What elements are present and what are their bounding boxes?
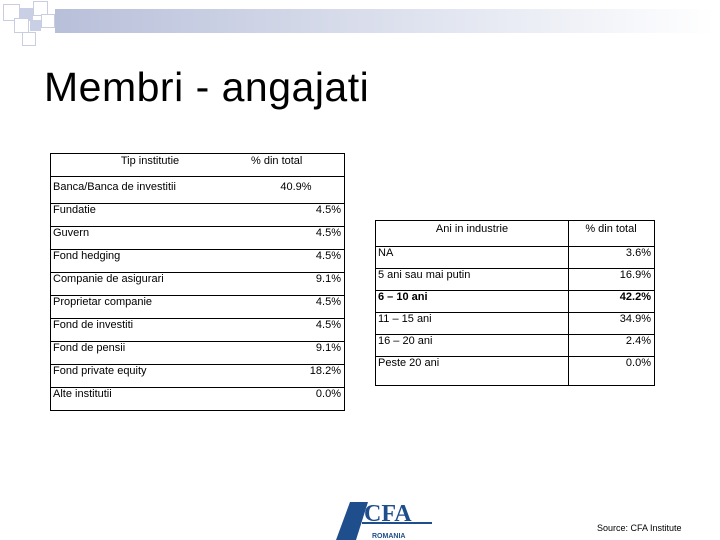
row-value: 4.5%: [249, 204, 345, 227]
row-label: Banca/Banca de investitii: [51, 177, 250, 204]
decor-square: [30, 20, 41, 31]
table-row: [51, 342, 345, 365]
row-label: Guvern: [51, 227, 250, 250]
row-value: 16.9%: [569, 269, 655, 291]
table-row: [51, 319, 345, 342]
row-label: 16 – 20 ani: [376, 335, 569, 357]
row-value: 4.5%: [249, 227, 345, 250]
row-value: 4.5%: [249, 319, 345, 342]
years-in-industry-table: [375, 220, 655, 386]
row-label: 11 – 15 ani: [376, 313, 569, 335]
table-row: [376, 357, 655, 386]
source-note: Source: CFA Institute: [597, 523, 682, 533]
table-row: [51, 227, 345, 250]
decor-square: [14, 18, 29, 33]
table-header-row: [376, 221, 655, 247]
row-label: 6 – 10 ani: [376, 291, 569, 313]
row-value: 2.4%: [569, 335, 655, 357]
logo-text: CFA: [364, 501, 412, 527]
row-label: Peste 20 ani: [376, 357, 569, 386]
row-label: 5 ani sau mai putin: [376, 269, 569, 291]
table-row: [51, 250, 345, 273]
page-title: Membri - angajati: [44, 64, 370, 110]
row-label: Fond hedging: [51, 250, 250, 273]
row-value: 42.2%: [569, 291, 655, 313]
cfa-romania-logo: [334, 494, 434, 540]
column-header: Tip institutie: [51, 154, 250, 177]
row-value: 40.9%: [249, 177, 345, 204]
column-header: % din total: [569, 221, 655, 247]
row-label: Proprietar companie: [51, 296, 250, 319]
row-label: Companie de asigurari: [51, 273, 250, 296]
table-row: [51, 296, 345, 319]
table-row: [51, 273, 345, 296]
row-value: 0.0%: [569, 357, 655, 386]
table-row: [376, 247, 655, 269]
row-value: 4.5%: [249, 296, 345, 319]
row-label: Alte institutii: [51, 388, 250, 411]
table-row: [51, 177, 345, 204]
column-header: Ani in industrie: [376, 221, 569, 247]
table-row: [376, 291, 655, 313]
institution-type-table: [50, 153, 345, 411]
logo-subtext: ROMANIA: [372, 533, 406, 540]
row-label: Fond de pensii: [51, 342, 250, 365]
row-label: NA: [376, 247, 569, 269]
row-value: 18.2%: [249, 365, 345, 388]
table-header-row: [51, 154, 345, 177]
table-row: [376, 269, 655, 291]
column-header: % din total: [249, 154, 345, 177]
table-row: [51, 388, 345, 411]
decor-square: [22, 32, 36, 46]
header-gradient-bar: [55, 9, 715, 33]
row-label: Fundatie: [51, 204, 250, 227]
table-row: [376, 335, 655, 357]
decor-square: [41, 14, 55, 28]
table-row: [376, 313, 655, 335]
row-value: 0.0%: [249, 388, 345, 411]
row-value: 9.1%: [249, 342, 345, 365]
row-label: Fond private equity: [51, 365, 250, 388]
table-row: [51, 204, 345, 227]
row-value: 9.1%: [249, 273, 345, 296]
row-value: 34.9%: [569, 313, 655, 335]
row-value: 3.6%: [569, 247, 655, 269]
row-value: 4.5%: [249, 250, 345, 273]
row-label: Fond de investiti: [51, 319, 250, 342]
table-row: [51, 365, 345, 388]
